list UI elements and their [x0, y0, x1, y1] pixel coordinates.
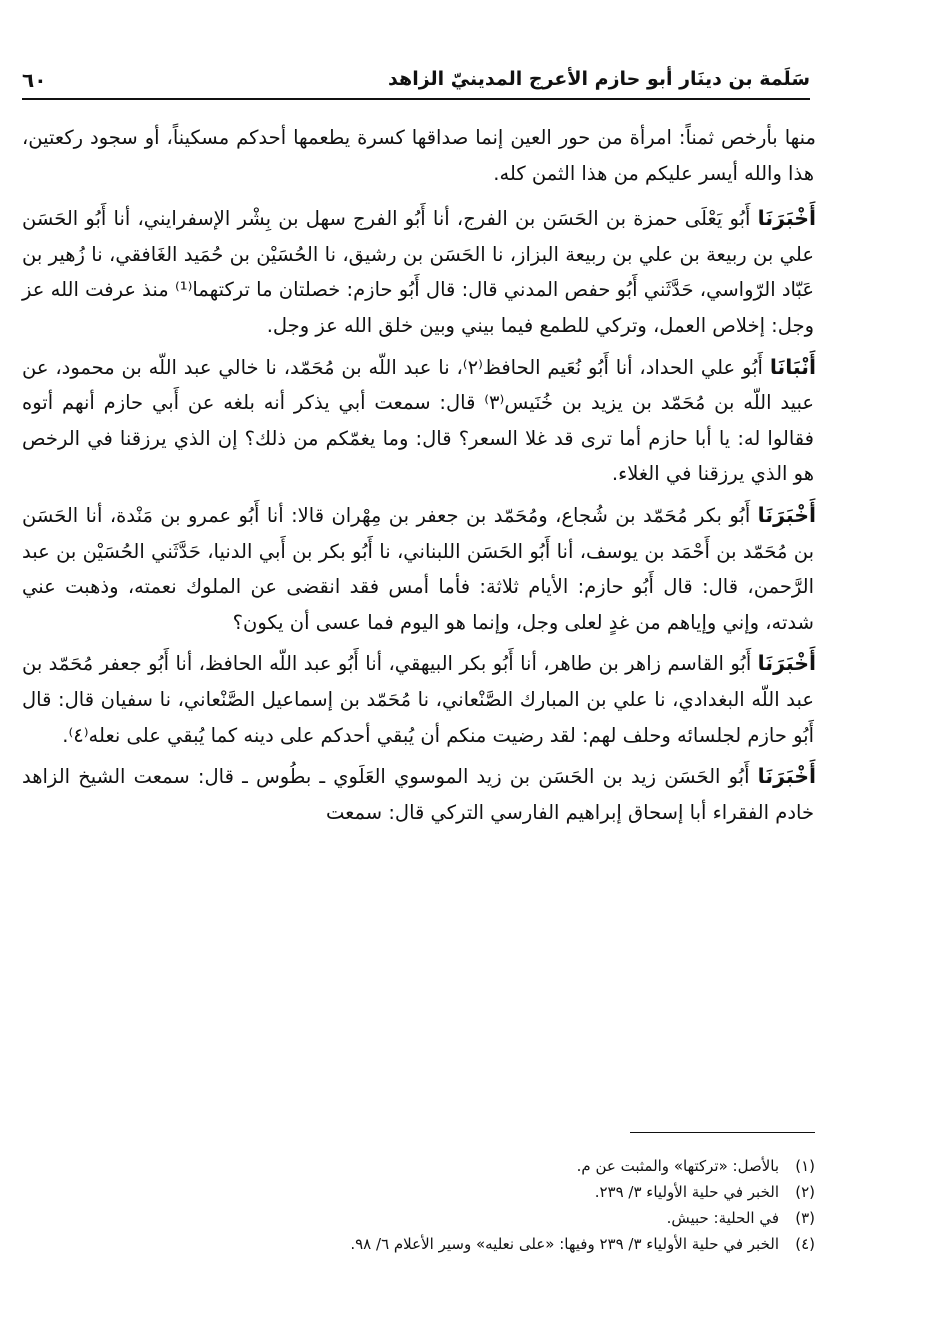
footnote [30, 1179, 815, 1205]
paragraph-text: منها بأرخص ثمناً: امرأة من حور العين إنما صداقها كسرة يطعمها أحدكم مسكيناً، أو سجود ركعتين، هذا والله أيسر عليكم من هذا الثمن كله. [22, 126, 816, 185]
paragraph [22, 201, 814, 343]
paragraph-text: أَبُو القاسم زاهر بن طاهر، أنا أَبُو بكر البيهقي، أنا أَبُو عبد اللّه الحافظ، أنا أَبُو جعفر مُحَمّد بن عبد اللّه البغدادي، نا علي بن المبارك الصَّنْعاني، نا مُحَمّد بن إسماعيل الصَّنْعاني، نا سفيان قال: قال أَبُو حازم لجلسائه وحلف لهم: لقد رضيت منكم أن يُبقي أحدكم على دينه كما يُبقي على نعله⁽٤⁾. [22, 652, 814, 747]
footnote-text: بالأصل: «تركتها» والمثبت عن م. [576, 1157, 779, 1175]
paragraph-text: أَبُو الحَسَن زيد بن الحَسَن بن زيد الموسوي العَلَوي ـ بطُوس ـ قال: سمعت الشيخ الزاهد خادم الفقراء أبا إسحاق إبراهيم الفارسي التركي قال: سمعت [22, 765, 814, 824]
paragraph-text: أَبُو بكر مُحَمّد بن شُجاع، ومُحَمّد بن جعفر بن مِهْران قالا: أنا أَبُو عمرو بن مَنْدة، أنا الحَسَن بن مُحَمّد بن أَحْمَد بن يوسف، أنا أَبُو الحَسَن اللبناني، نا أَبُو بكر بن أَبي الدنيا، حَدَّثَني الحُسَيْن بن عبد الرَّحمن، قال: قال أَبُو حازم: الأيام ثلاثة: فأما أمس فقد انقضى عن الملوك نعمته، وذهبت عني شدته، وإني وإياهم من غدٍ لعلى وجل، وإنما هو اليوم فما عسى أن يكون؟ [22, 503, 814, 634]
paragraph [22, 498, 814, 640]
footnote-number: (٣) [795, 1209, 815, 1227]
paragraph-lead: أَخْبَرَنَا [757, 651, 816, 676]
footnote-text: الخبر في حلية الأولياء ٣/ ٢٣٩. [594, 1183, 779, 1201]
paragraph-lead: أَخْبَرَنَا [757, 502, 816, 527]
paragraph-lead: أَنْبَانَا [769, 354, 817, 379]
footnote-text: في الحلية: حبيش. [666, 1209, 779, 1227]
paragraph [22, 646, 814, 753]
footnote [30, 1153, 815, 1179]
footnotes [30, 1153, 815, 1257]
footnote-number: (١) [795, 1157, 815, 1175]
page-header [22, 64, 810, 100]
paragraph-text: أَبُو يَعْلَى حمزة بن الحَسَن بن الفرج، أنا أَبُو الفرج سهل بن بِشْر الإسفرايني، أنا أَبُو الحَسَن علي بن ربيعة بن علي بن ربيعة البزاز، نا الحَسَن بن رشيق، نا الحُسَيْن بن حُمَيد الغَافقي، نا زُهير بن عَبّاد الرّواسي، حَدَّثَني أَبُو حفص المدني قال: قال أَبُو حازم: خصلتان ما تركتهما⁽¹⁾ منذ عرفت الله عز وجل: إخلاص العمل، وتركي للطمع فيما بيني وبين خلق الله عز وجل. [22, 207, 814, 337]
footnote-number: (٢) [795, 1183, 815, 1201]
page-number: ٦٠ [22, 68, 47, 92]
main-text [22, 120, 817, 836]
footnote [30, 1205, 815, 1231]
paragraph [22, 120, 814, 191]
paragraph-lead: أَخْبَرَنَا [757, 206, 816, 231]
paragraph-text: أَبُو علي الحداد، أنا أَبُو نُعَيم الحافظ⁽٢⁾، نا عبد اللّه بن مُحَمّد، نا خالي عبد اللّه بن محمود، عن عبيد اللّه بن مُحَمّد بن يزيد بن خُنَيس⁽٣⁾ قال: سمعت أبي يذكر أنه بلغه عن أَبي حازم أنهم أتوه فقالوا له: يا أبا حازم أما ترى قد غلا السعر؟ قال: وما يغمّكم من ذلك؟ إن الذي يرزقنا في الرخص هو الذي يرزقنا في الغلاء. [22, 355, 814, 486]
paragraph [22, 350, 817, 492]
paragraph [22, 759, 814, 830]
footnote-number: (٤) [795, 1235, 815, 1253]
running-title: سَلَمة بن دينَار أبو حازم الأعرج المدينيّ الزاهد [388, 68, 810, 90]
footnote-text: الخبر في حلية الأولياء ٣/ ٢٣٩ وفيها: «على نعليه» وسير الأعلام ٦/ ٩٨. [350, 1235, 779, 1253]
footnote-divider [630, 1132, 815, 1133]
paragraph-lead: أَخْبَرَنَا [757, 764, 816, 789]
footnote [30, 1231, 815, 1257]
